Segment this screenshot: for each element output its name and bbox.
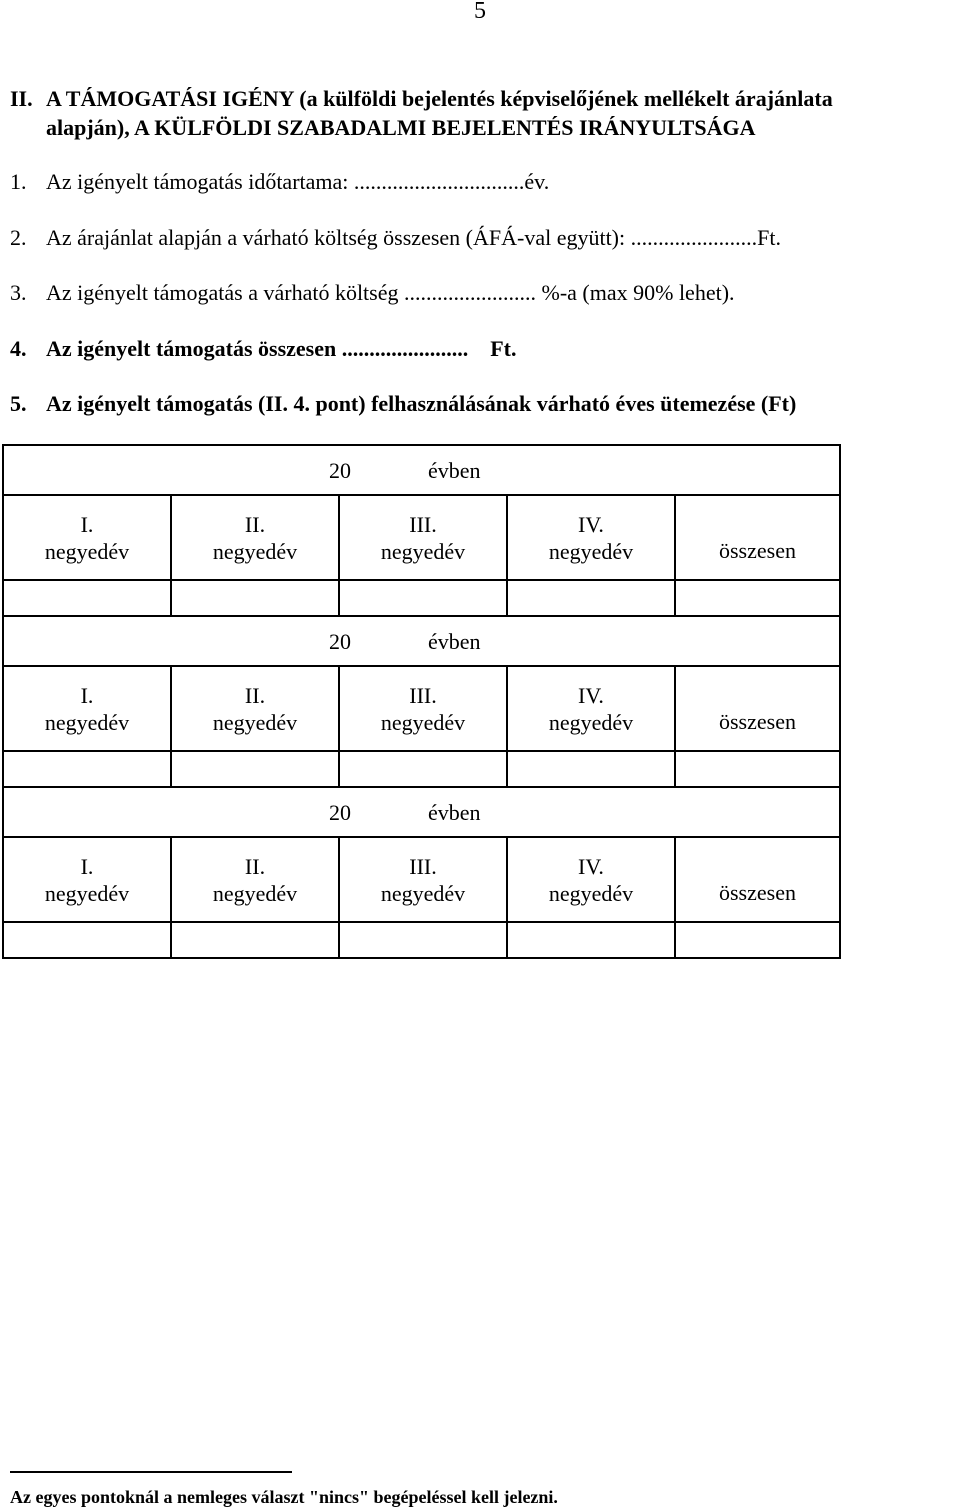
amount-cell[interactable] [507,922,675,958]
amount-cell[interactable] [507,580,675,616]
amount-row [3,922,840,958]
amount-cell[interactable] [339,922,507,958]
footnote-divider [10,1471,292,1473]
quarter-header: II. negyedév [171,837,339,922]
schedule-table [2,444,841,959]
year-prefix: 20 [329,457,351,483]
item-number: 4. [10,336,27,361]
section-heading [10,84,958,142]
year-row [3,445,840,495]
amount-cell[interactable] [339,751,507,787]
amount-cell[interactable] [675,751,840,787]
amount-cell[interactable] [339,580,507,616]
amount-cell[interactable] [171,580,339,616]
amount-cell[interactable] [507,751,675,787]
year-cell[interactable] [3,787,840,837]
quarter-header-row [3,495,840,580]
quarter-header-row [3,666,840,751]
total-header: összesen [675,837,840,922]
amount-cell[interactable] [3,922,171,958]
year-suffix: évben [428,457,481,483]
footnote: Az egyes pontoknál a nemleges választ "nincs" begépeléssel kell jelezni. [10,1487,558,1507]
quarter-header: III. negyedév [339,495,507,580]
section-title-line1: A TÁMOGATÁSI IGÉNY (a külföldi bejelentés képviselőjének mellékelt árajánlata [46,86,833,111]
amount-cell[interactable] [3,751,171,787]
quarter-header-row [3,837,840,922]
item-support-percentage [10,280,735,306]
quarter-header: III. negyedév [339,837,507,922]
amount-cell[interactable] [675,580,840,616]
quarter-header: IV. negyedév [507,837,675,922]
quarter-header: II. negyedév [171,666,339,751]
amount-row [3,751,840,787]
total-header: összesen [675,495,840,580]
quarter-header: I. negyedév [3,666,171,751]
item-number: 3. [10,280,27,305]
quarter-header: III. negyedév [339,666,507,751]
page-number: 5 [474,0,486,24]
quarter-header: IV. negyedév [507,495,675,580]
year-prefix: 20 [329,628,351,654]
schedule-tables [2,444,841,959]
item-text: Az igényelt támogatás (II. 4. pont) felhasználásának várható éves ütemezése (Ft) [46,391,797,416]
item-number: 5. [10,391,27,416]
amount-row [3,580,840,616]
item-text: Az igényelt támogatás összesen ....................... [46,336,469,361]
quarter-header: I. negyedév [3,495,171,580]
item-number: 1. [10,169,27,194]
year-row [3,616,840,666]
item-number: 2. [10,225,27,250]
item-text: Az árajánlat alapján a várható költség összesen (ÁFÁ-val együtt): .......................Ft. [46,225,781,250]
year-suffix: évben [428,799,481,825]
amount-cell[interactable] [171,922,339,958]
item-duration [10,169,549,195]
item-text: Az igényelt támogatás a várható költség ........................ %-a (max 90% lehet). [46,280,735,305]
year-cell[interactable] [3,616,840,666]
section-title-line2: alapján), A KÜLFÖLDI SZABADALMI BEJELENTÉS IRÁNYULTSÁGA [46,115,756,140]
total-header: összesen [675,666,840,751]
quarter-header: I. negyedév [3,837,171,922]
item-unit: Ft. [490,336,517,361]
item-total-support [10,336,517,362]
section-number: II. [10,86,33,111]
year-cell[interactable] [3,445,840,495]
year-suffix: évben [428,628,481,654]
item-expected-cost [10,225,781,251]
year-row [3,787,840,837]
quarter-header: II. negyedév [171,495,339,580]
item-text: Az igényelt támogatás időtartama: ...............................év. [46,169,550,194]
amount-cell[interactable] [171,751,339,787]
item-schedule-title [10,391,796,417]
quarter-header: IV. negyedév [507,666,675,751]
amount-cell[interactable] [3,580,171,616]
year-prefix: 20 [329,799,351,825]
amount-cell[interactable] [675,922,840,958]
